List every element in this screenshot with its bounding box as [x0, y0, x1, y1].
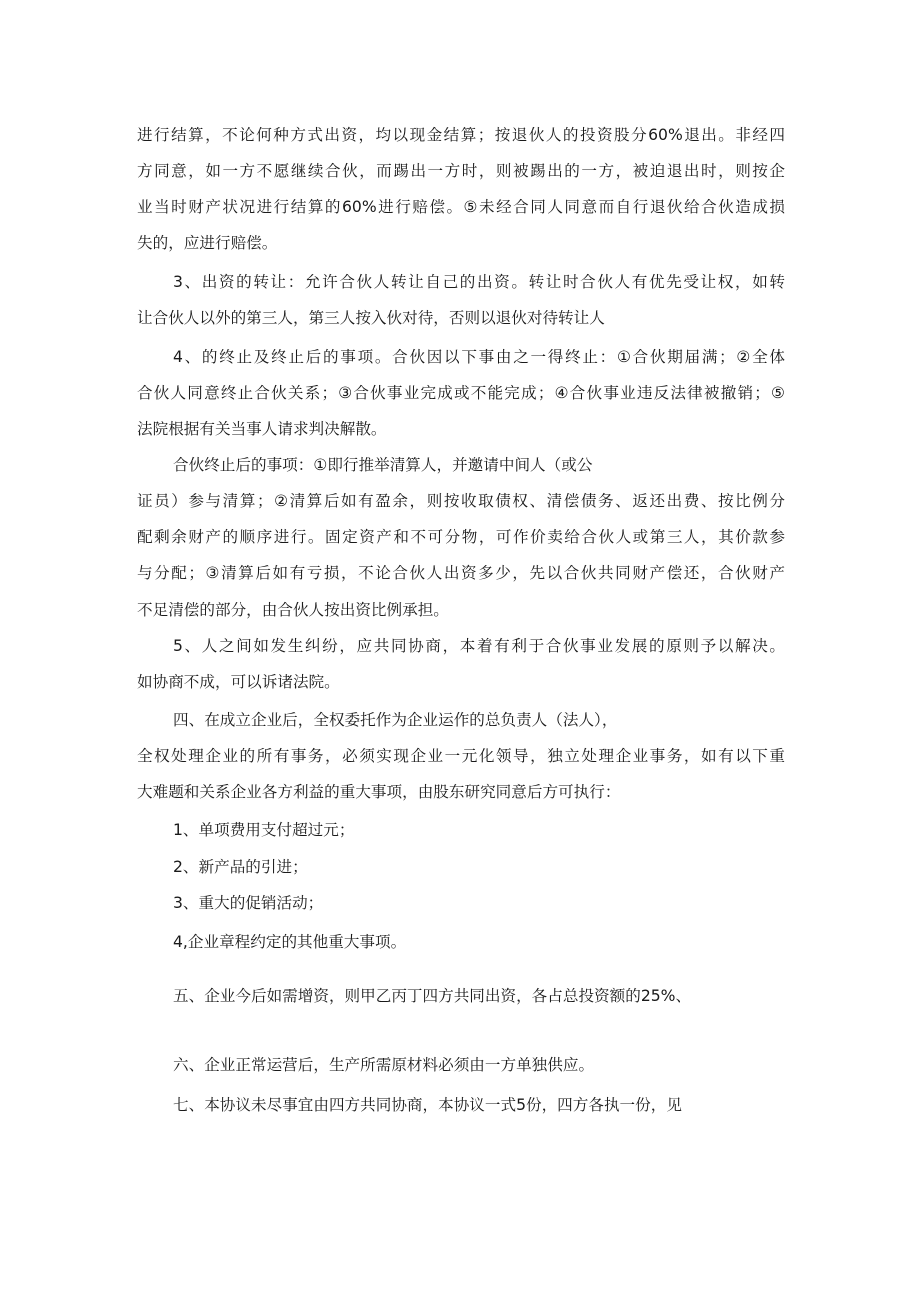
text-line: 让合伙人以外的第三人，第三人按入伙对待，否则以退伙对待转让人: [137, 309, 605, 327]
text-line: 进行结算，不论何种方式出资，均以现金结算；按退伙人的投资股分60%退出。非经四: [137, 126, 785, 144]
text-line: 证员）参与清算；②清算后如有盈余，则按收取债权、清偿债务、返还出费、按比例分: [137, 492, 785, 510]
text-line: 方同意，如一方不愿继续合伙，而踢出一方时，则被踢出的一方，被迫退出时，则按企: [137, 162, 785, 180]
text-line: 3、重大的促销活动；: [173, 894, 324, 912]
text-line: 六、企业正常运营后，生产所需原材料必须由一方单独供应。: [173, 1056, 595, 1074]
text-line: 合伙人同意终止合伙关系；③合伙事业完成或不能完成；④合伙事业违反法律被撤销；⑤: [137, 384, 785, 402]
text-line: 合伙终止后的事项：①即行推举清算人，并邀请中间人（或公: [173, 456, 593, 474]
text-line: 1、单项费用支付超过元；: [173, 821, 355, 839]
text-line: 2、新产品的引进；: [173, 858, 308, 876]
text-line: 七、本协议未尽事宜由四方共同协商，本协议一式5份，四方各执一份，见: [173, 1096, 682, 1114]
text-line: 与分配；③清算后如有亏损，不论合伙人出资多少，先以合伙共同财产偿还，合伙财产: [137, 564, 785, 582]
text-line: 不足清偿的部分，由合伙人按出资比例承担。: [137, 601, 449, 619]
text-line: 3、出资的转让：允许合伙人转让自己的出资。转让时合伙人有优先受让权，如转: [173, 273, 785, 291]
text-line: 全权处理企业的所有事务，必须实现企业一元化领导，独立处理企业事务，如有以下重: [137, 747, 785, 765]
text-line: 大难题和关系企业各方利益的重大事项，由股东研究同意后方可执行：: [137, 783, 621, 801]
text-line: 5、人之间如发生纠纷，应共同协商，本着有利于合伙事业发展的原则予以解决。: [173, 637, 785, 655]
text-line: 失的，应进行赔偿。: [137, 234, 278, 252]
text-line: 4,企业章程约定的其他重大事项。: [173, 933, 407, 951]
text-line: 4、的终止及终止后的事项。合伙因以下事由之一得终止：①合伙期届满；②全体: [173, 348, 785, 366]
text-line: 业当时财产状况进行结算的60%进行赔偿。⑤未经合同人同意而自行退伙给合伙造成损: [137, 198, 785, 216]
text-line: 如协商不成，可以诉诸法院。: [137, 673, 340, 691]
text-line: 五、企业今后如需增资，则甲乙丙丁四方共同出资，各占总投资额的25%、: [173, 987, 692, 1005]
text-line: 四、在成立企业后，全权委托作为企业运作的总负责人（法人），: [173, 711, 618, 729]
text-line: 法院根据有关当事人请求判决解散。: [137, 420, 387, 438]
text-line: 配剩余财产的顺序进行。固定资产和不可分物，可作价卖给合伙人或第三人，其价款参: [137, 528, 785, 546]
